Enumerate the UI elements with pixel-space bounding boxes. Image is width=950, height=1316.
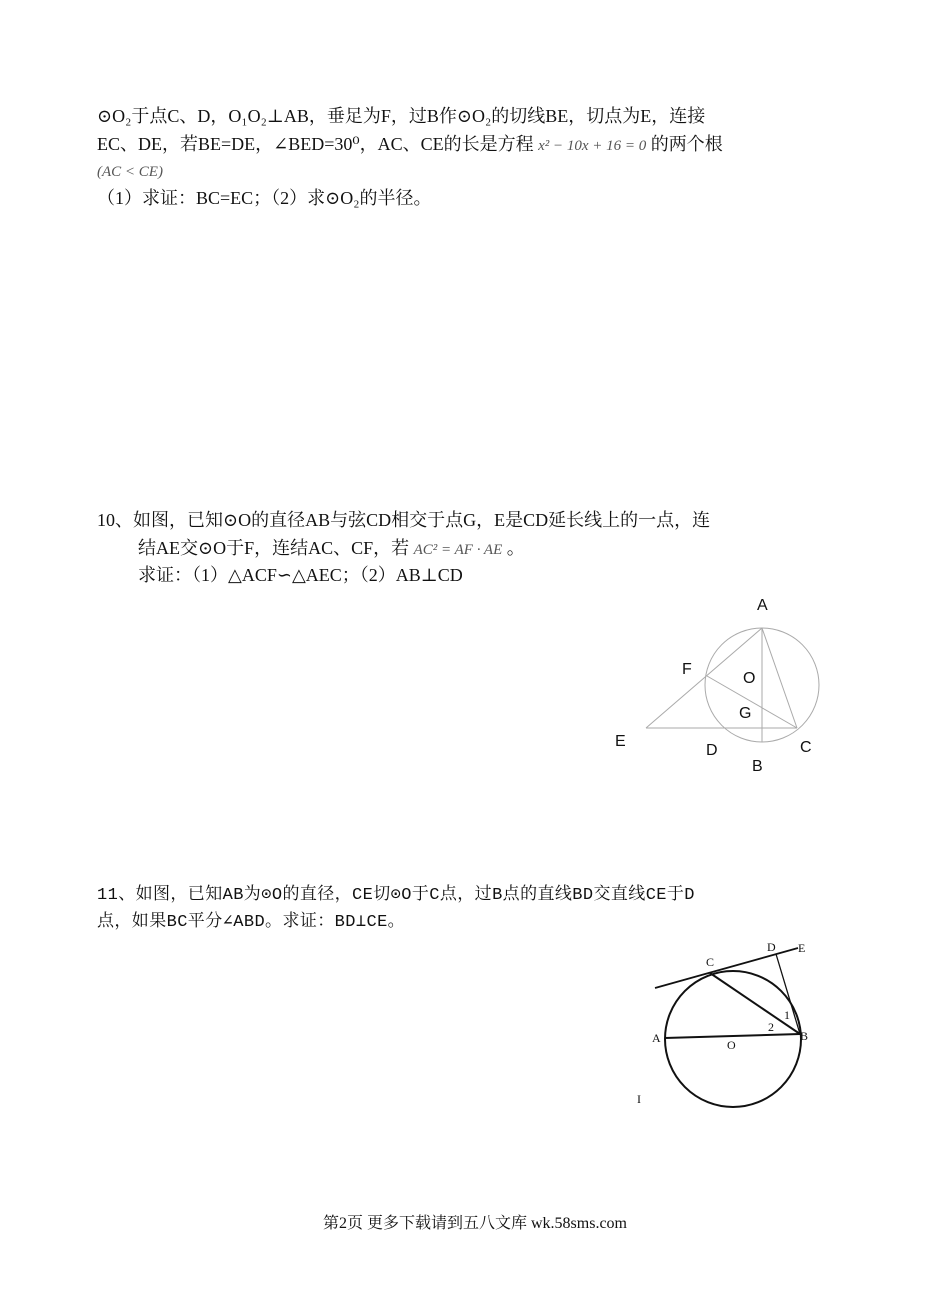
problem9-line4: （1）求证：BC=EC；（2）求⊙O₂的半径。 <box>97 188 432 208</box>
label-g: G <box>739 705 752 722</box>
label-angle1: 1 <box>784 1008 790 1022</box>
problem10-line1: 10、如图，已知⊙O的直径AB与弦CD相交于点G，E是CD延长线上的一点，连 <box>97 510 711 530</box>
label-o-11: O <box>727 1038 736 1052</box>
problem9-line2 <box>97 132 723 158</box>
problem10-line2 <box>138 536 525 562</box>
chord-cb <box>710 973 800 1034</box>
label-e-11: E <box>798 941 806 955</box>
problem9-line1: ⊙O₂于点C、D，O₁O₂⊥AB，垂足为F，过B作⊙O₂的切线BE，切点为E，连接 <box>97 106 706 126</box>
problem10-line3: 求证：（1）△ACF∽△AEC；（2）AB⊥CD <box>138 565 463 585</box>
problem9-line2-text: EC、DE，若BE=DE，∠BED=30⁰，AC、CE的长是方程 <box>97 134 534 154</box>
problem10-figure <box>600 590 840 780</box>
problem9-equation: x² − 10x + 16 = 0 <box>538 138 647 154</box>
label-a: A <box>757 597 768 614</box>
label-angle2: 2 <box>768 1020 774 1034</box>
stray-mark: I <box>637 1092 641 1106</box>
label-b: B <box>752 758 763 775</box>
problem9-condition: (AC < CE) <box>97 164 163 180</box>
problem10-line2-tail: 。 <box>506 538 525 558</box>
label-f: F <box>682 661 692 678</box>
label-a-11: A <box>652 1031 661 1045</box>
problem11-figure <box>630 935 840 1115</box>
label-d: D <box>706 742 718 759</box>
line-bd <box>776 954 800 1034</box>
problem9-line3 <box>97 158 163 184</box>
problem11-line1: 11、如图，已知AB为⊙O的直径，CE切⊙O于C点，过B点的直线BD交直线CE于D <box>97 886 695 905</box>
label-d-11: D <box>767 940 776 954</box>
label-c: C <box>800 739 812 756</box>
label-c-11: C <box>706 955 715 969</box>
problem10-line2-text: 结AE交⊙O于F，连结AC、CF，若 <box>138 538 410 558</box>
line-ac <box>762 628 797 728</box>
label-o: O <box>743 670 756 687</box>
label-b-11: B <box>800 1029 809 1043</box>
label-e: E <box>615 733 626 750</box>
page-footer: 第2页 更多下载请到五八文库 wk.58sms.com <box>322 1215 627 1232</box>
problem10-equation: AC² = AF · AE <box>413 542 503 558</box>
problem9-line2-tail: 的两个根 <box>650 134 723 154</box>
problem11-line2: 点，如果BC平分∠ABD。求证：BD⊥CE。 <box>97 913 406 932</box>
